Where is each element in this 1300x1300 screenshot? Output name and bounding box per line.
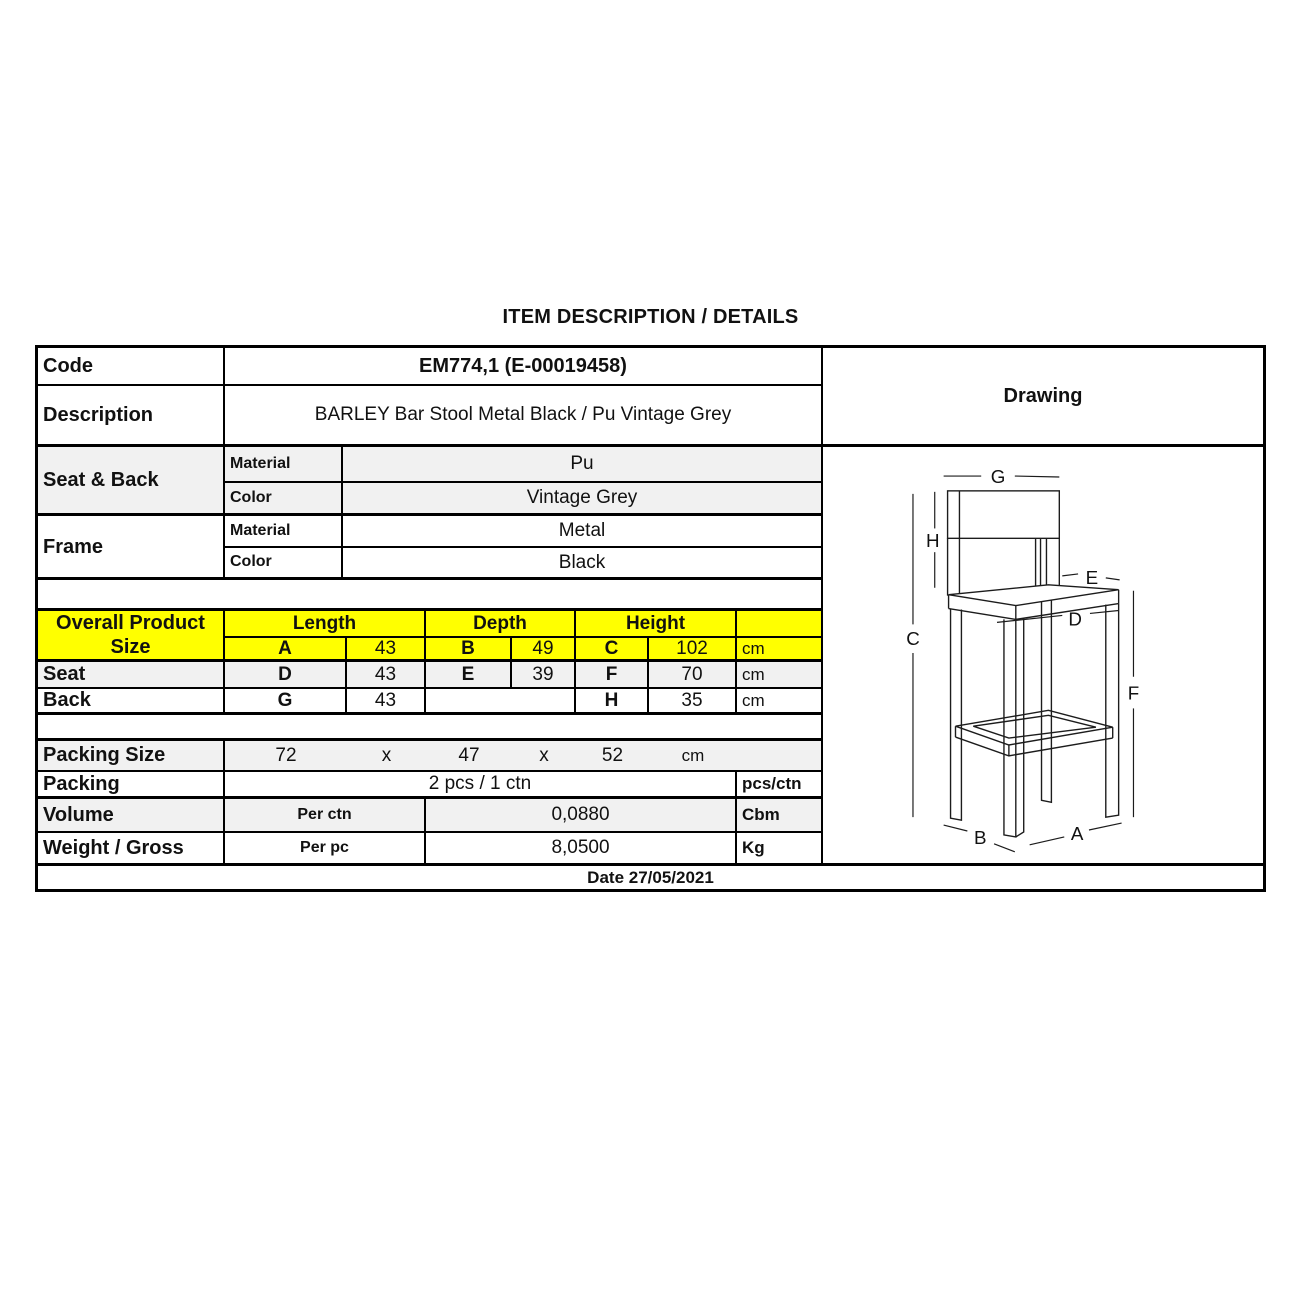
date-value: Date 27/05/2021 [587,867,714,887]
dim-label-e: E [1085,566,1099,588]
seat-row-label: Seat [38,662,225,687]
back-length-key: G [225,689,347,712]
back-height-key: H [576,689,649,712]
overall-product-size-label [38,611,225,659]
code-row [38,348,821,386]
weight-value: 8,0500 [426,833,737,863]
packing-x-separator: x [381,744,392,766]
depth-header: Depth [426,611,576,636]
dim-label-a: A [1070,822,1084,844]
back-unit: cm [742,690,765,710]
dim-line-b [994,844,1015,852]
stool-technical-drawing [823,447,1263,863]
size-header-section [38,611,821,662]
seat-length-value: 43 [347,662,426,687]
drawing-panel [821,348,1263,863]
packing-size-label: Packing Size [38,741,225,770]
overall-depth-value: 49 [512,638,576,659]
dim-label-g: G [990,465,1006,487]
packing-row [38,772,821,799]
packing-width-value: 72 [275,744,297,766]
volume-label: Volume [38,799,225,831]
packing-height-value: 52 [601,744,624,766]
volume-unit: Cbm [742,805,780,825]
dim-line-a [1089,823,1122,830]
seat-depth-key: E [426,662,512,687]
dim-label-b: B [973,826,987,848]
material-label: Material [225,516,343,546]
dim-line-a [1030,837,1065,845]
frame-material-row [225,516,821,548]
overall-product-line2: Size [110,636,151,658]
dim-line-d [997,615,1062,622]
weight-label: Weight / Gross [38,833,225,863]
overall-product-line1: Overall Product [56,612,205,634]
dim-label-h: H [925,530,940,552]
back-depth-empty-cell [426,689,576,712]
spacer-row [38,580,821,611]
volume-per-label: Per ctn [225,799,426,831]
drawing-header: Drawing [823,348,1263,447]
back-size-row [38,689,821,715]
stool-sketch [948,491,1119,837]
frame-label: Frame [38,516,225,577]
frame-section [38,516,821,580]
dim-line-d [1090,611,1119,614]
seat-unit: cm [742,664,765,684]
packing-depth-value: 47 [458,744,480,766]
overall-length-value: 43 [347,638,426,659]
weight-unit: Kg [742,838,765,858]
seat-depth-value: 39 [512,662,576,687]
spec-table [35,345,1266,892]
page-title: ITEM DESCRIPTION / DETAILS [502,306,799,328]
description-row [38,386,821,447]
size-dimension-header-row [225,611,821,638]
dim-label-f: F [1127,682,1140,704]
seat-length-key: D [225,662,347,687]
dim-line-g [1015,476,1059,477]
overall-height-key: C [576,638,649,659]
empty-cell [737,741,821,770]
dim-line-e [1106,578,1120,580]
description-label: Description [38,386,225,444]
height-header: Height [576,611,737,636]
seat-back-material-row [225,447,821,483]
weight-per-label: Per pc [225,833,426,863]
overall-size-row [225,638,821,659]
details-table [38,348,821,863]
seat-size-row [38,662,821,689]
overall-unit: cm [742,638,765,658]
frame-color-row [225,548,821,577]
volume-row [38,799,821,833]
packing-size-row [38,741,821,772]
date-row [38,863,1263,889]
color-label: Color [225,548,343,577]
seat-back-color-value: Vintage Grey [526,487,638,509]
weight-row [38,833,821,863]
volume-value: 0,0880 [426,799,737,831]
packing-x-separator: x [539,744,549,766]
overall-length-key: A [225,638,347,659]
back-height-value: 35 [649,689,737,712]
dim-line-e [1062,574,1078,576]
code-label: Code [38,348,225,384]
overall-height-value: 102 [649,638,737,659]
length-header: Length [225,611,426,636]
seat-height-value: 70 [649,662,737,687]
seat-height-key: F [576,662,649,687]
back-length-value: 43 [347,689,426,712]
back-row-label: Back [38,689,225,712]
seat-back-material-value: Pu [570,453,594,475]
spacer-row [38,715,821,741]
seat-back-label: Seat & Back [38,447,225,513]
packing-unit: pcs/ctn [742,774,802,794]
material-label: Material [225,447,343,481]
empty-header-cell [737,611,821,636]
packing-size-unit: cm [681,745,705,765]
packing-value: 2 pcs / 1 ctn [225,772,737,796]
seat-back-color-row [225,483,821,513]
seat-back-section [38,447,821,516]
packing-label: Packing [38,772,225,796]
frame-color-value: Black [558,551,606,573]
code-value: EM774,1 (E-00019458) [419,354,627,377]
color-label: Color [225,483,343,513]
overall-depth-key: B [426,638,512,659]
dim-line-b [944,825,968,831]
frame-material-value: Metal [558,520,606,542]
drawing-area [823,447,1263,863]
dim-label-d: D [1068,608,1082,630]
description-value: BARLEY Bar Stool Metal Black / Pu Vintage Grey [314,404,732,426]
sheet-main [38,348,1263,863]
dim-label-c: C [906,628,920,650]
